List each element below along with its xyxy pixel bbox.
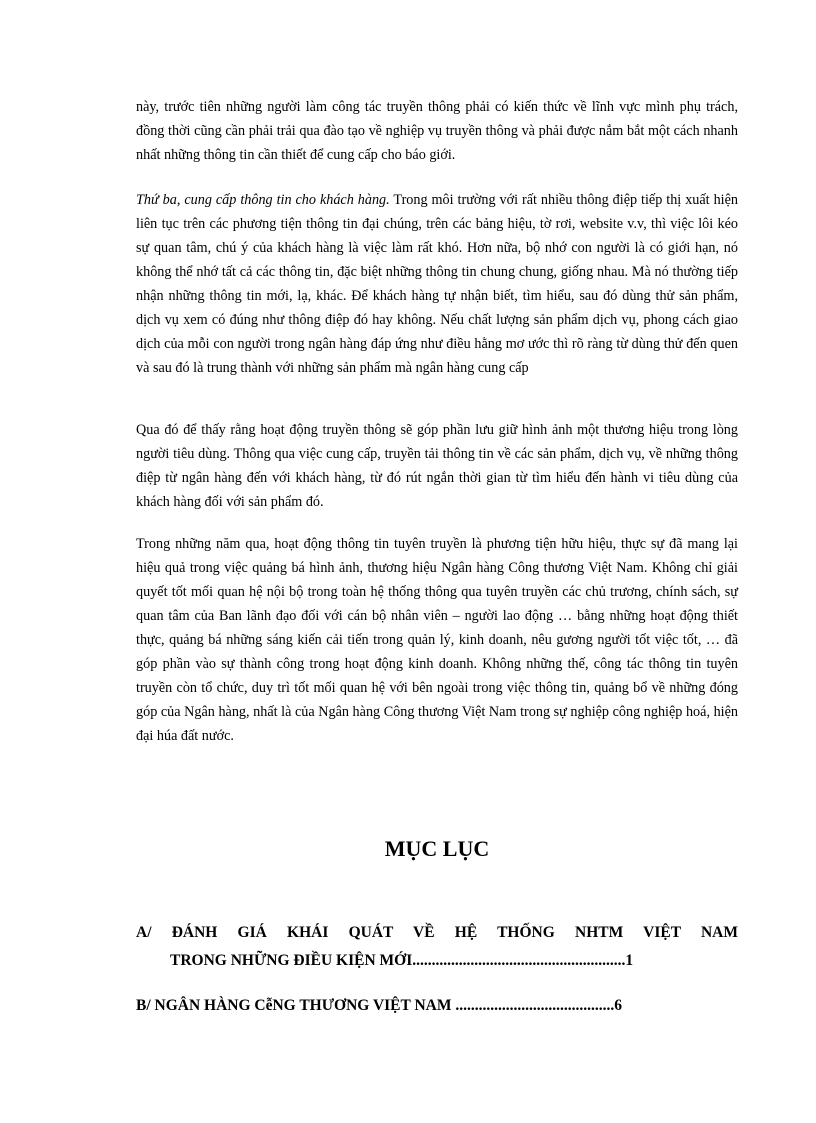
paragraph-communication-staff	[136, 95, 738, 167]
paragraph-text: Qua đó để thấy rằng hoạt động truyền thông sẽ góp phần lưu giữ hình ảnh một thương hiệu trong lòng người tiêu dùng. Thông qua việc cung cấp, truyền tải thông tin về các sản phẩm, dịch vụ, về những thông điệp từ ngân hàng đến với khách hàng, từ đó rút ngắn thời gian từ tìm hiểu đến hành vi tiêu dùng của khách hàng đối với sản phẩm đó.	[136, 422, 738, 510]
toc-entry-a[interactable]	[136, 919, 738, 975]
paragraph-customer-information	[136, 188, 738, 380]
toc-entry-a-continuation: TRONG NHỮNG ĐIỀU KIỆN MỚI.......................................................1	[170, 952, 634, 969]
paragraph-bank-propaganda	[136, 532, 738, 748]
paragraph-text: Trong những năm qua, hoạt động thông tin tuyên truyền là phương tiện hữu hiệu, thực sự đã mang lại hiệu quả trong việc quảng bá hình ảnh, thương hiệu Ngân hàng Công thương Việt Nam. Không chỉ giải quyết tốt mối quan hệ nội bộ trong toàn hệ thống thông qua tuyên truyền các chủ trương, chính sách, sự quan tâm của Ban lãnh đạo đối với cán bộ nhân viên – người lao động … bằng những hoạt động thiết thực, quảng bá những sáng kiến cải tiến trong quản lý, kinh doanh, nêu gương người tốt việc tốt, … đã góp phần vào sự thành công trong hoạt động kinh doanh. Không những thế, công tác thông tin tuyên truyền còn tổ chức, duy trì tốt mối quan hệ với bên ngoài trong việc thông tin, quảng bổ về những đóng góp của Ngân hàng, nhất là của Ngân hàng Công thương Việt Nam trong sự nghiệp công nghiệp hoá, hiện đại húa đất nước.	[136, 536, 738, 744]
toc-title: MỤC LỤC	[384, 836, 490, 861]
toc-entry-b[interactable]	[136, 992, 738, 1020]
paragraph-brand-image	[136, 418, 738, 514]
toc-entry-a-heading: A/ ĐÁNH GIÁ KHÁI QUÁT VỀ HỆ THỐNG NHTM VIỆT NAM	[136, 924, 738, 941]
paragraph-lead-italic: Thứ ba, cung cấp thông tin cho khách hàng.	[136, 192, 390, 208]
paragraph-text: Trong môi trường với rất nhiều thông điệp tiếp thị xuất hiện liên tục trên các phương tiện thông tin đại chúng, trên các bảng hiệu, tờ rơi, website v.v, thì việc lôi kéo sự quan tâm, chú ý của khách hàng là việc làm rất khó. Hơn nữa, bộ nhớ con người là có giới hạn, nó không thể nhớ tất cả các thông tin, đặc biệt những thông tin chung chung, giống nhau. Mà nó thường tiếp nhận những thông tin mới, lạ, khác. Để khách hàng tự nhận biết, tìm hiểu, sau đó dùng thử sản phẩm, dịch vụ xem có đúng như thông điệp đó hay không. Nếu chất lượng sản phẩm dịch vụ, phong cách giao dịch của mỗi con người trong ngân hàng đáp ứng như điều hằng mơ ước thì rõ ràng từ dùng thử đến quen và sau đó là trung thành với những sản phẩm mà ngân hàng cung cấp	[136, 192, 738, 376]
paragraph-text: này, trước tiên những người làm công tác truyền thông phải có kiến thức về lĩnh vực mình phụ trách, đồng thời cũng cần phải trải qua đào tạo về nghiệp vụ truyền thông và phải được nắm bắt một cách nhanh nhất những thông tin cần thiết để cung cấp cho báo giới.	[136, 99, 738, 163]
toc-entry-b-heading: B/ NGÂN HÀNG CễNG THƯƠNG VIỆT NAM .........................................6	[136, 997, 622, 1014]
